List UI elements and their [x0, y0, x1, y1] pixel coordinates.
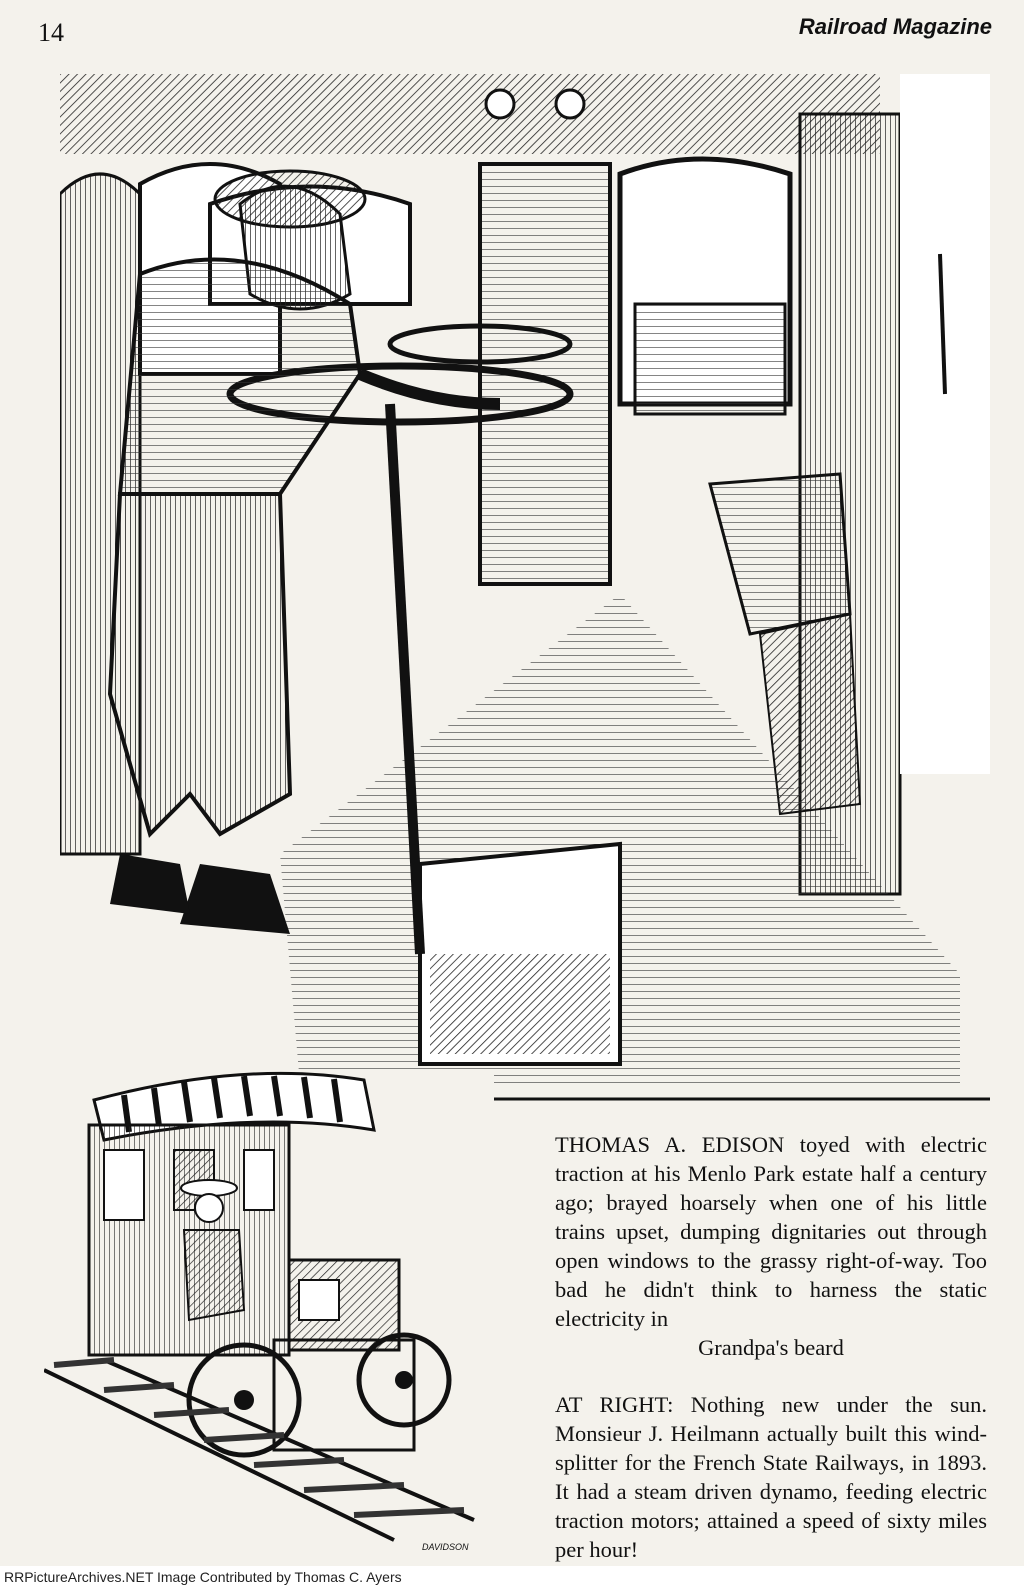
heilmann-caption: AT RIGHT: Nothing new under the sun. Monsieur J. Heilmann actually built this wind-splitter for the French State Railways, in 1893. It had a steam driven dynamo, feeding electric traction motors; attained a speed of sixty miles per hour!	[555, 1392, 987, 1562]
edison-caption-last-line: Grandpa's beard	[698, 1335, 844, 1360]
edison-caption	[555, 1130, 987, 1362]
edison-cab-illustration	[60, 74, 990, 1104]
illustration-signature: DAVIDSON	[422, 1542, 469, 1552]
magazine-title: Railroad Magazine	[798, 14, 992, 39]
page-number: 14	[38, 18, 64, 47]
image-credit: RRPictureArchives.NET Image Contributed by Thomas C. Ayers	[0, 1566, 1024, 1588]
heilmann-locomotive-illustration	[44, 1070, 494, 1560]
edison-caption-text: THOMAS A. EDISON toyed with electric traction at his Menlo Park estate half a century ago; brayed hoarsely when one of his little trains upset, dumping dignitaries out through open windows to the grassy right-of-way. Too bad he didn't think to harness the static electricity in	[555, 1132, 987, 1331]
